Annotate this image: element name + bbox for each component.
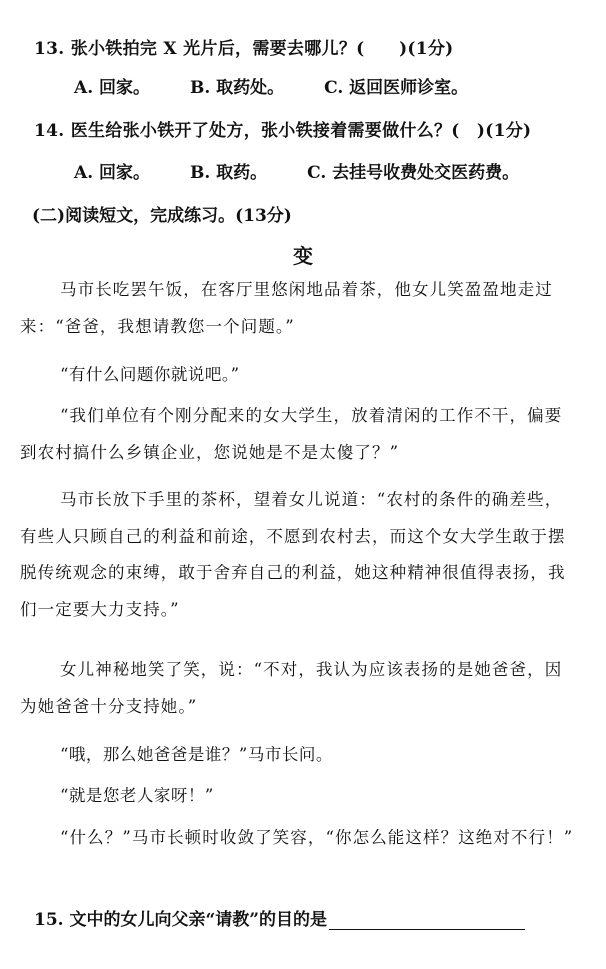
q14-option-c: C. 去挂号收费处交医药费。 xyxy=(307,163,520,183)
q14-option-a: A. 回家。 xyxy=(74,163,151,183)
q13-option-b: B. 取药处。 xyxy=(189,78,285,98)
passage-title: 变 xyxy=(293,244,313,268)
section-heading: (二)阅读短文，完成练习。(13分) xyxy=(32,206,292,226)
passage-paragraph-8: “什么？”马市长顿时收敛了笑容，“你怎么能这样？这绝对不行！” xyxy=(60,828,574,847)
passage-paragraph-4: 马市长放下手里的茶杯，望着女儿说道：“农村的条件的确差些，有些人只顾自己的利益和前途，不愿到农村去，而这个女大学生敢于摆脱传统观念的束缚，敢于舍弃自己的利益，她这种精神很值得表扬，我们一定要大力支持。” xyxy=(20,490,566,619)
q14-option-b: B. 取药。 xyxy=(189,163,268,183)
question-15-stem: 15. 文中的女儿向父亲“请教”的目的是 xyxy=(34,910,328,930)
q13-option-a: A. 回家。 xyxy=(74,78,151,98)
passage-paragraph-3: “我们单位有个刚分配来的女大学生，放着清闲的工作不干，偏要到农村搞什么乡镇企业，您说她是不是太傻了？” xyxy=(20,406,563,462)
answer-blank[interactable] xyxy=(329,911,525,930)
q13-option-c: C. 返回医师诊室。 xyxy=(324,78,469,98)
question-13-options xyxy=(74,73,502,98)
question-15 xyxy=(34,905,525,930)
question-14-options xyxy=(74,158,553,183)
passage-paragraph-6: “哦，那么她爸爸是谁？”马市长问。 xyxy=(60,745,333,764)
passage-paragraph-2: “有什么问题你就说吧。” xyxy=(60,365,240,384)
question-14: 14. 医生给张小铁开了处方，张小铁接着需要做什么？( )(1分) xyxy=(34,121,532,141)
passage-paragraph-1: 马市长吃罢午饭，在客厅里悠闲地品着茶，他女儿笑盈盈地走过来：“爸爸，我想请教您一个问题。” xyxy=(20,280,553,336)
question-13: 13. 张小铁拍完 X 光片后，需要去哪儿？( )(1分) xyxy=(34,39,454,59)
passage-paragraph-7: “就是您老人家呀！” xyxy=(60,786,214,805)
passage-paragraph-5: 女儿神秘地笑了笑，说：“不对，我认为应该表扬的是她爸爸，因为她爸爸十分支持她。” xyxy=(20,660,563,716)
